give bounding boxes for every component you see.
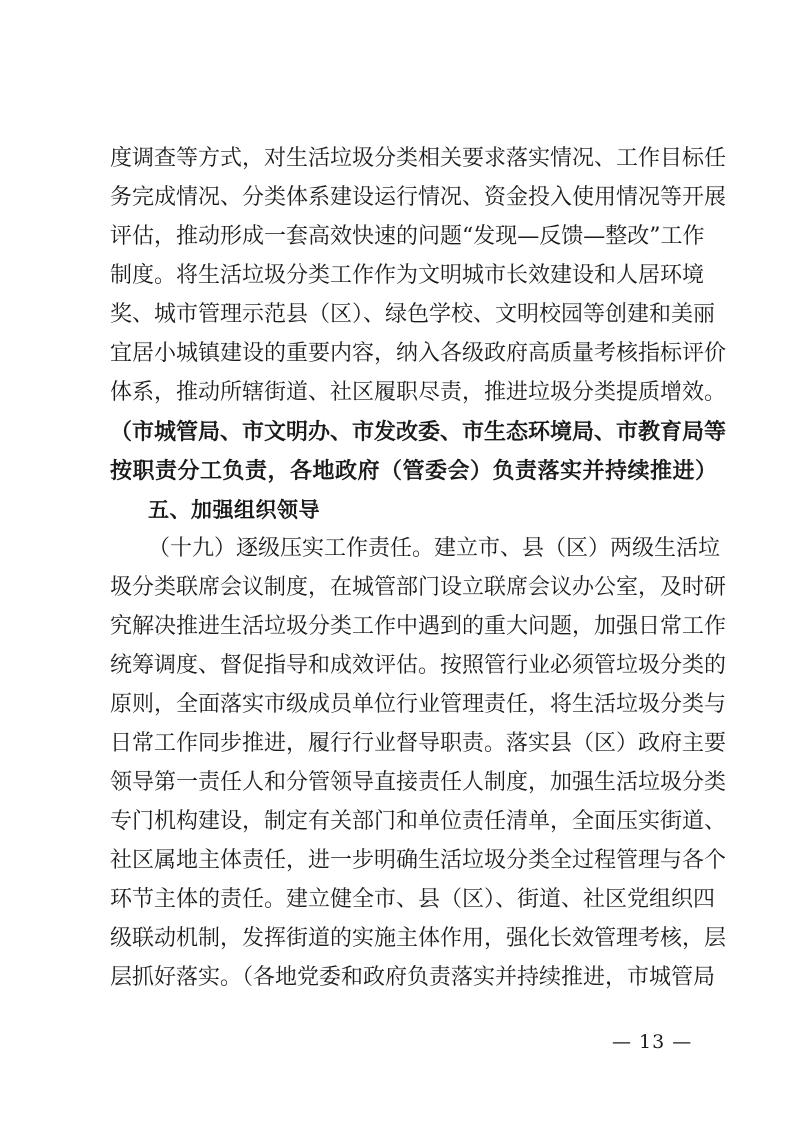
body-line-4: 制度。将生活垃圾分类工作作为文明城市长效建设和人居环境 [110,263,705,288]
section-line-11: 级联动机制，发挥街道的实施主体作用，强化长效管理考核，层 [110,926,727,951]
body-line-7: 体系，推动所辖街道、社区履职尽责，推进垃圾分类提质增效。 [110,380,727,405]
section-line-10: 环节主体的责任。建立健全市、县（区）、街道、社区党组织四 [110,887,716,912]
section-line-8: 专门机构建设，制定有关部门和单位责任清单，全面压实街道、 [110,809,727,834]
section-line-9: 社区属地主体责任，进一步明确生活垃圾分类全过程管理与各个 [110,848,727,873]
body-line-6: 宜居小城镇建设的重要内容，纳入各级政府高质量考核指标评价 [110,341,727,366]
section-line-6: 日常工作同步推进，履行行业督导职责。落实县（区）政府主要 [110,731,727,756]
body-line-2: 务完成情况、分类体系建设运行情况、资金投入使用情况等开展 [110,185,727,210]
section-line-3: 究解决推进生活垃圾分类工作中遇到的重大问题，加强日常工作 [110,614,727,639]
section-line-12: 层抓好落实。（各地党委和政府负责落实并持续推进，市城管局 [110,965,716,990]
body-line-3: 评估，推动形成一套高效快速的问题“发现—反馈—整改”工作 [110,224,705,249]
section-heading: 五、加强组织领导 [148,498,320,522]
section-line-4: 统筹调度、督促指导和成效评估。按照管行业必须管垃圾分类的 [110,653,727,678]
responsibility-note-line-2: 按职责分工负责，各地政府（管委会）负责落实并持续推进） [110,458,718,484]
section-line-7: 领导第一责任人和分管领导直接责任人制度，加强生活垃圾分类 [110,770,727,795]
section-line-5: 原则，全面落实市级成员单位行业管理责任，将生活垃圾分类与 [110,692,727,717]
section-line-2: 圾分类联席会议制度，在城管部门设立联席会议办公室，及时研 [110,575,727,600]
responsibility-note-line-1: （市城管局、市文明办、市发改委、市生态环境局、市教育局等 [110,419,727,445]
body-line-5: 奖、城市管理示范县（区）、绿色学校、文明校园等创建和美丽 [110,302,716,327]
page-number: — 13 — [612,1031,693,1053]
body-line-1: 度调查等方式，对生活垃圾分类相关要求落实情况、工作目标任 [110,146,727,171]
section-line-1: （十九）逐级压实工作责任。建立市、县（区）两级生活垃 [148,536,721,561]
